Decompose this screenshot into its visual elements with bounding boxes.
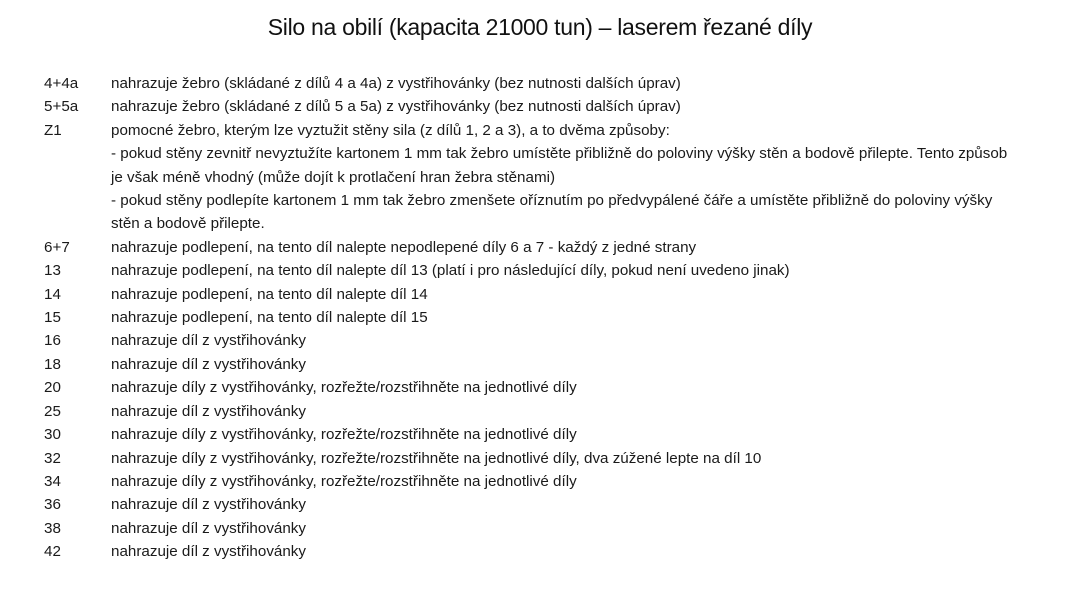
description-line: nahrazuje žebro (skládané z dílů 4 a 4a) z vystřihovánky (bez nutnosti dalších úprav) — [111, 75, 681, 92]
part-description — [111, 283, 1054, 306]
part-row — [44, 329, 1054, 352]
description-line: nahrazuje díl z vystřihovánky — [111, 402, 306, 420]
part-description — [111, 517, 1054, 540]
part-description — [111, 119, 1054, 236]
description-line: nahrazuje podlepení, na tento díl nalepte nepodlepené díly 6 a 7 - každý z jedné strany — [111, 238, 697, 256]
part-description — [111, 353, 1054, 376]
part-code: 32 — [44, 449, 61, 467]
part-code: 15 — [44, 309, 61, 327]
part-row — [44, 470, 1054, 493]
page-title: Silo na obilí (kapacita 21000 tun) – laserem řezané díly — [267, 14, 813, 40]
part-description — [111, 329, 1054, 352]
part-code: 13 — [44, 262, 61, 280]
part-code: 18 — [44, 355, 61, 373]
description-line: stěn a bodově přilepte. — [111, 215, 265, 233]
description-line: - pokud stěny podlepíte kartonem 1 mm tak žebro zmenšete oříznutím po předvypálené čáře a umístěte přibližně do poloviny výšky — [111, 192, 993, 210]
part-description — [111, 400, 1054, 423]
part-code: 30 — [44, 426, 61, 444]
part-code: 42 — [44, 543, 61, 561]
description-line: nahrazuje podlepení, na tento díl nalepte díl 13 (platí i pro následující díly, pokud není uvedeno jinak) — [111, 262, 790, 280]
description-line: nahrazuje díl z vystřihovánky — [111, 543, 306, 561]
description-line: nahrazuje podlepení, na tento díl nalepte díl 14 — [111, 285, 428, 303]
part-row — [44, 376, 1054, 399]
part-row — [44, 540, 1054, 563]
description-line: nahrazuje díly z vystřihovánky, rozřežte/rozstřihněte na jednotlivé díly — [111, 426, 577, 444]
part-description — [111, 236, 1054, 259]
part-row — [44, 72, 1054, 95]
description-line: nahrazuje díly z vystřihovánky, rozřežte/rozstřihněte na jednotlivé díly — [111, 379, 577, 397]
part-description — [111, 540, 1054, 563]
description-line: nahrazuje díl z vystřihovánky — [111, 496, 306, 514]
part-row — [44, 236, 1054, 259]
part-row — [44, 423, 1054, 446]
description-line: pomocné žebro, kterým lze vyztužit stěny sila (z dílů 1, 2 a 3), a to dvěma způsoby: — [111, 121, 670, 139]
description-line: nahrazuje díly z vystřihovánky, rozřežte/rozstřihněte na jednotlivé díly, dva zúžené lepte na díl 10 — [111, 449, 762, 467]
part-row — [44, 95, 1054, 118]
part-row — [44, 447, 1054, 470]
description-line: nahrazuje díl z vystřihovánky — [111, 332, 306, 350]
part-row — [44, 283, 1054, 306]
description-line: nahrazuje žebro (skládané z dílů 5 a 5a) z vystřihovánky (bez nutnosti dalších úprav) — [111, 98, 681, 116]
part-row — [44, 493, 1054, 516]
description-line: nahrazuje díl z vystřihovánky — [111, 355, 306, 373]
part-code: 5+5a — [44, 98, 79, 116]
part-code: 25 — [44, 402, 61, 420]
part-description — [111, 95, 1054, 118]
part-row — [44, 306, 1054, 329]
part-row — [44, 259, 1054, 282]
part-row — [44, 400, 1054, 423]
parts-list — [44, 72, 1054, 564]
part-description — [111, 259, 1054, 282]
part-code: 38 — [44, 519, 61, 537]
part-row — [44, 517, 1054, 540]
part-code: 14 — [44, 285, 61, 303]
part-code: 20 — [44, 379, 61, 397]
part-description — [111, 423, 1054, 446]
part-description — [111, 72, 1054, 95]
part-row — [44, 119, 1054, 236]
part-code: 34 — [44, 472, 61, 490]
part-row — [44, 353, 1054, 376]
part-code: 16 — [44, 332, 61, 350]
description-line: nahrazuje díly z vystřihovánky, rozřežte/rozstřihněte na jednotlivé díly — [111, 472, 577, 490]
part-description — [111, 447, 1054, 470]
part-description — [111, 493, 1054, 516]
description-line: nahrazuje podlepení, na tento díl nalepte díl 15 — [111, 309, 428, 327]
description-line: nahrazuje díl z vystřihovánky — [111, 519, 306, 537]
part-code: Z1 — [44, 121, 62, 139]
part-code: 4+4a — [44, 75, 79, 92]
part-code: 6+7 — [44, 238, 70, 256]
part-description — [111, 376, 1054, 399]
description-line: je však méně vhodný (může dojít k protlačení hran žebra stěnami) — [111, 168, 556, 186]
description-line: - pokud stěny zevnitř nevyztužíte kartonem 1 mm tak žebro umístěte přibližně do poloviny výšky stěn a bodově přilepte. Tento způsob — [111, 145, 1008, 163]
part-code: 36 — [44, 496, 61, 514]
part-description — [111, 470, 1054, 493]
part-description — [111, 306, 1054, 329]
